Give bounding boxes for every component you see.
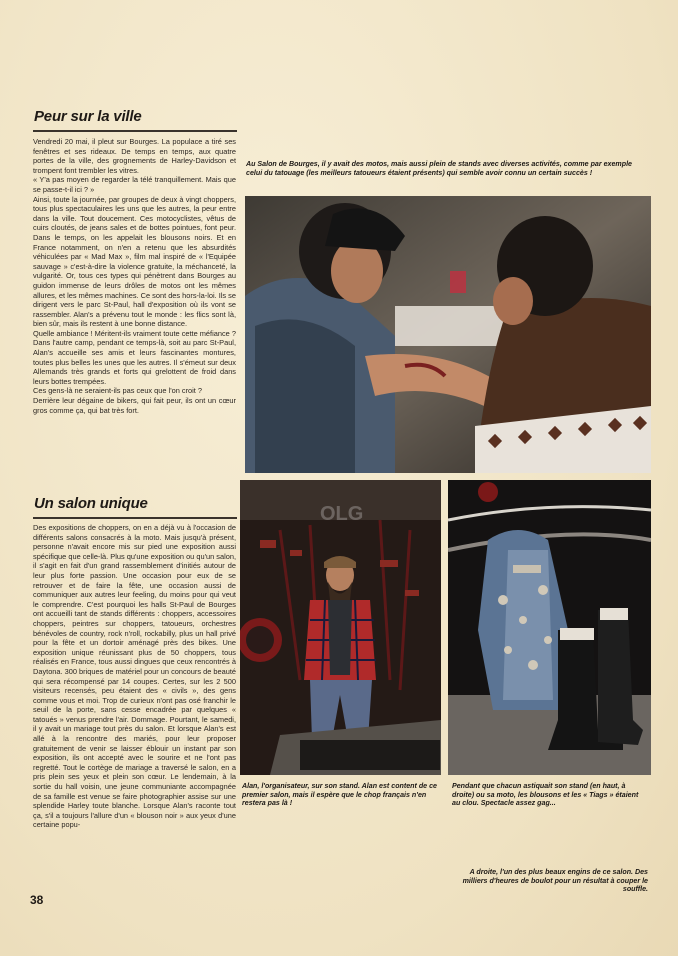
paragraph: Dans l'autre camp, pendant ce temps-là, soit au parc St-Paul, Alan's accueille ses amis et leurs fascinantes montures, toutes plus belles les unes que les autres. Il s'émeut sur deux Allemands très grands et forts qui grelottent de froid dans leurs bottes trempées. xyxy=(33,338,236,386)
page-number: 38 xyxy=(30,893,44,907)
paragraph: Ces gens-là ne seraient-ils pas ceux que l'on croit ? xyxy=(33,386,203,396)
paragraph: « Y'a pas moyen de regarder la télé tranquillement. Mais que se passe-t-il ici ? » xyxy=(33,175,236,194)
article-column-2 xyxy=(33,523,236,830)
caption-alan: Alan, l'organisateur, sur son stand. Alan est content de ce premier salon, mais il espère que le chop français n'en restera pas là ! xyxy=(242,782,437,808)
paragraph: Vendredi 20 mai, il pleut sur Bourges. La populace a tiré ses fenêtres et ses rideaux. De temps en temps, aux quatre portes de la ville, des grognements de Harley-Davidson et trompent font trembler les vitres. xyxy=(33,137,236,175)
watermark-text: OLG xyxy=(320,503,364,525)
alan-stand-image xyxy=(240,480,441,775)
article-column-1 xyxy=(33,137,236,415)
paragraph: Derrière leur dégaine de bikers, qui fait peur, ils ont un cœur gros comme ça, qui bat très fort. xyxy=(33,396,236,415)
paragraph: Ainsi, toute la journée, par groupes de deux à vingt choppers, tous plus spectaculaires les uns que les autres, la peur entre dans la ville. Tout doucement. Ces motocyclistes, vêtus de cuirs cloutés, de jeans sales et de bottes pointues, font peur. Dans le temps, on les appelait les blousons noirs. Et en France notamment, on n'en a retenu que les absurdités véhiculées par « Mad Max », film mal inspiré de « l'Equipée sauvage » c'est-à-dire la violence gratuite, la méchanceté, la vulgarité. Or, tous ces types qui pénètrent dans Bourges au guidon immense de leurs drôles de motos ont les mêmes allures, et les mêmes machines. Ce sont des hors-la-loi. Ils se dirigent vers le parc St-Paul, hall d'exposition où ils vont se rassembler. Alan's a prévenu tout le monde : les flics sont là, bien sûr, mais ils restent à une bonne distance. xyxy=(33,194,236,329)
photo-alan-stand xyxy=(240,480,441,775)
section-heading-salon: Un salon unique xyxy=(34,495,148,512)
jacket-boots-image xyxy=(448,480,651,775)
caption-right: A droite, l'un des plus beaux engins de ce salon. Des milliers d'heures de boulot pour un résultat à couper le souffle. xyxy=(462,868,648,894)
photo-tattoo-scene xyxy=(245,196,651,473)
photo-jacket-boots xyxy=(448,480,651,775)
caption-stand: Pendant que chacun astiquait son stand (en haut, à droite) ou sa moto, les blousons et les « Tiags » étaient au clou. Spectacle assez gag... xyxy=(452,782,639,808)
heading-rule xyxy=(33,517,237,519)
paragraph: Des expositions de choppers, on en a déjà vu à l'occasion de différents salons consacrés à la moto. Mais jusqu'à présent, personne n'avait encore mis sur pied une exposition aussi spécifique que celle-là. Plus qu'une exposition ou qu'un salon, il s'agit en fait d'un grand rassemblement d'initiés autour de leur plus forte passion. Une occasion pour eux de se retrouver et de faire la fête, une occasion aussi de communiquer aux autres leur feeling, du moins pour qui veut le comprendre. C'est pourquoi les halls St-Paul de Bourges ont accueilli tant de stands différents : choppers, accessoires choppers, peintres sur choppers, tatoueurs, orchestres bénévoles de country, rock n'roll, rockabilly, plus un hall privé pour la fête et un dortoir aménagé près des bikes. Une exposition unique réunissant plus de 50 choppers, tous réalisés en France, tous aussi dingues que ceux rencontrés à Daytona. 300 briques de matériel pour un concours de beauté qui sera récompensé par 14 coupes. Certes, sur les 2 500 visiteurs recensés, peu étaient des « civils », des gens comme vous et moi. Trop de curieux n'ont pas osé franchir le seuil de la porte, sans cesse encadrée par quelques « tatoués » venus prendre l'air. Dommage. Pourtant, le samedi, il y avait un mariage tout près du salon. Et lorsque Alan's est allé à la rencontre des mariés, pour leur proposer gratuitement de venir se laisser éblouir un instant par son exposition, ils ont accepté avec le sourire et ne l'ont pas regretté. Tout le cortège de mariage a traversé le salon, en a pris plein ses yeux et plein son cœur. Le lendemain, à la sortie du hall voisin, une jeune communiante accompagnée de sa famille est venue se faire photographier assise sur une splendide Harley toute blanche. Lorsque Alan's raconte tout ça, s'il a toujours l'allure d'un « blouson noir » aux yeux d'une certaine popu- xyxy=(33,523,236,830)
tattoo-scene-image xyxy=(245,196,651,473)
section-heading-peur: Peur sur la ville xyxy=(34,108,142,125)
heading-rule xyxy=(33,130,237,132)
caption-top: Au Salon de Bourges, il y avait des motos, mais aussi plein de stands avec diverses activités, comme par exemple celui du tatouage (les meilleurs tatoueurs étaient présents) qui semble avoir connu un certain succès ! xyxy=(246,160,632,177)
paragraph: Quelle ambiance ! Méritent-ils vraiment toute cette méfiance ? xyxy=(33,328,236,338)
